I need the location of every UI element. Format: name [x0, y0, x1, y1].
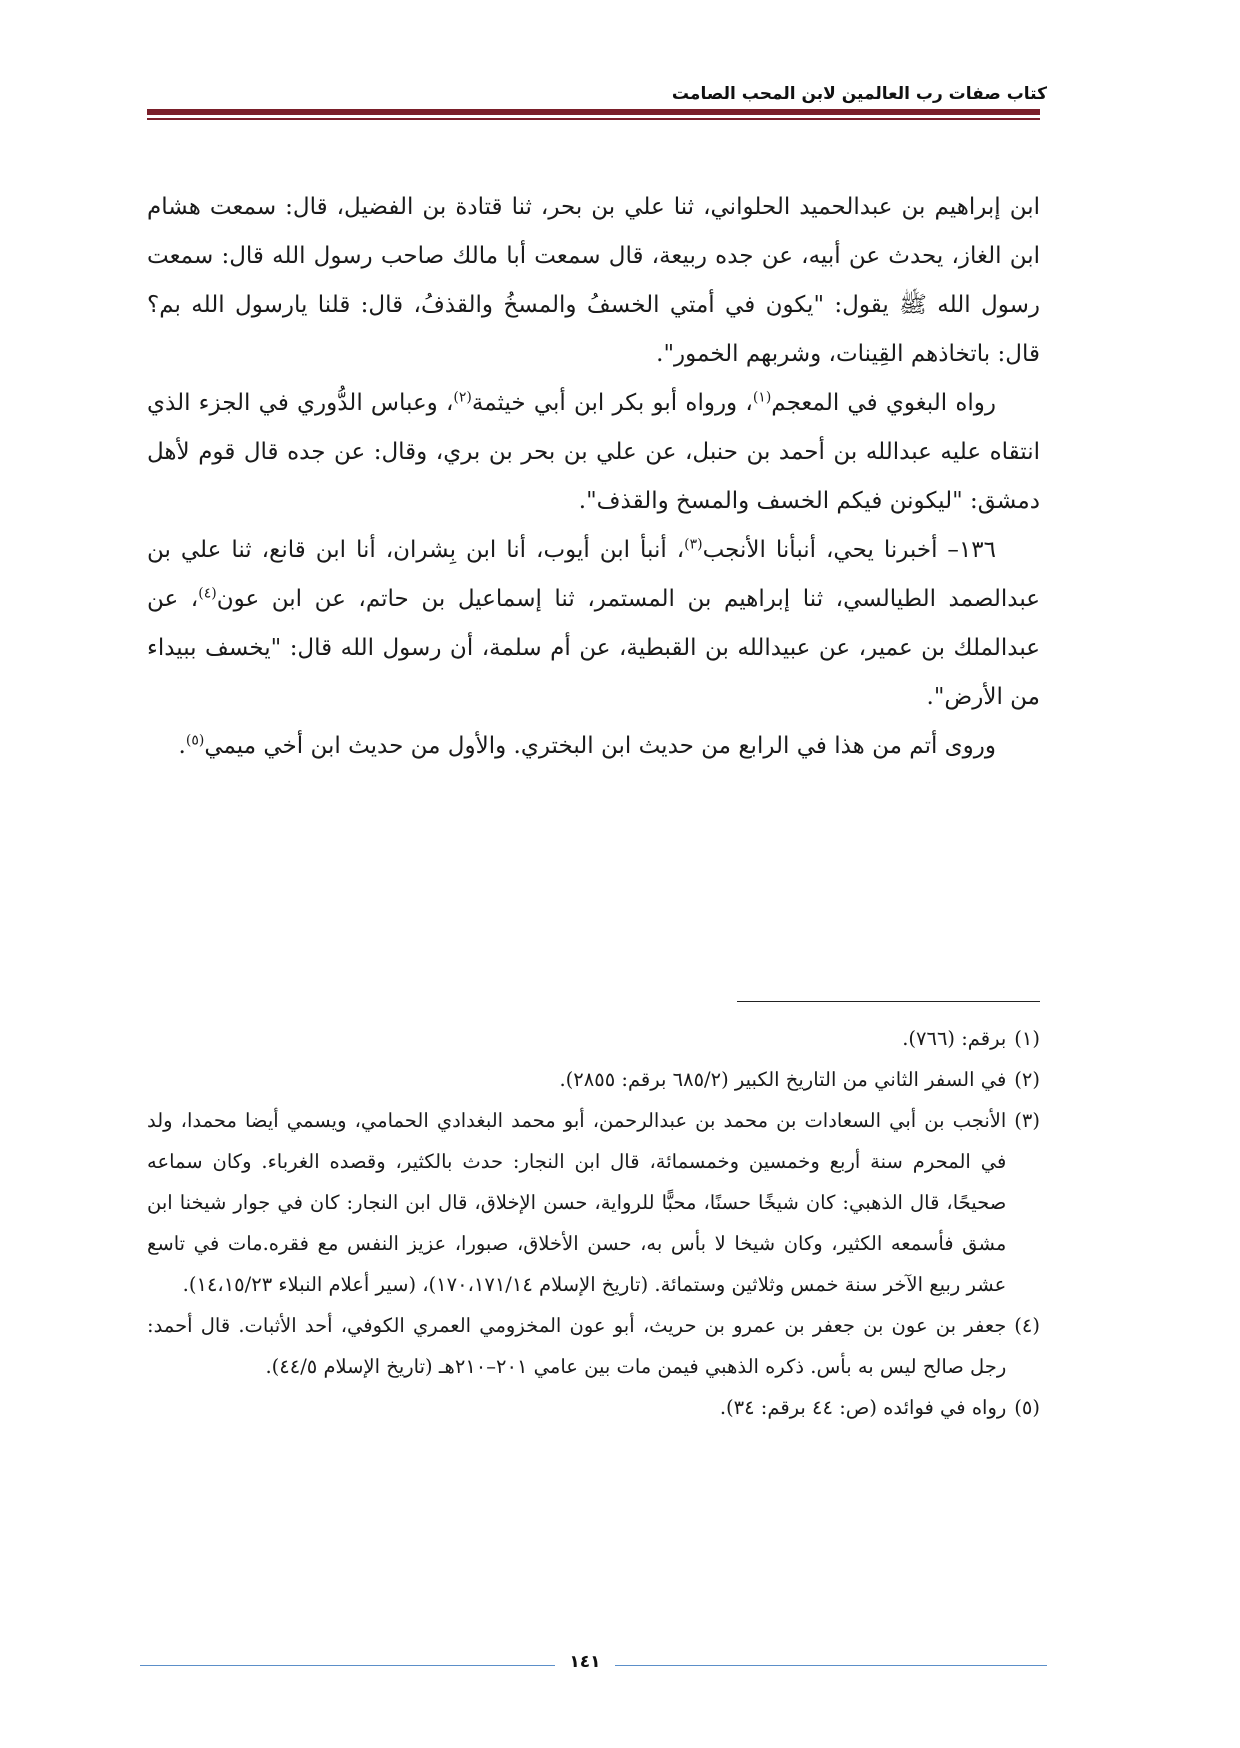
paragraph-4-part-b: .: [178, 733, 186, 759]
paragraph-2-part-c: ، وعباس الدُّوري في الجزء الذي انتقاه عليه عبدالله بن أحمد بن حنبل، عن علي بن بحر بن بري، وقال: عن جده قال قوم لأهل دمشق: "ليكونن فيكم الخسف والمسخ والقذف".: [147, 390, 1040, 514]
footnote-text: جعفر بن عون بن جعفر بن عمرو بن حريث، أبو عون المخزومي العمري الكوفي، أحد الأثبات. قال أحمد: رجل صالح ليس به بأس. ذكره الذهبي فيمن مات بين عامي ٢٠١–٢١٠هـ (تاريخ الإسلام ٤٤/٥).: [147, 1314, 1007, 1378]
footnote-text: الأنجب بن أبي السعادات بن محمد بن عبدالرحمن، أبو محمد البغدادي الحمامي، ويسمي أيضا محمدا، ولد في المحرم سنة أربع وخمسين وخمسمائة، قال ابن النجار: حدث بالكثير، وقصده الغرباء. وكان سماعه صحيحًا، قال الذهبي: كان شيخًا حسنًا، محبًّا للرواية، حسن الإخلاق، قال ابن النجار: كان في جوار شيخنا ابن مشق فأسمعه الكثير، وكان شيخا لا بأس به، حسن الأخلاق، صبورا، عزيز النفس مع فقره.مات في تاسع عشر ربيع الآخر سنة خمس وثلاثين وستمائة. (تاريخ الإسلام ١٧٠،١٧١/١٤)، (سير أعلام النبلاء ١٤،١٥/٢٣).: [147, 1109, 1007, 1296]
footnote-ref-3[interactable]: (٣): [684, 536, 703, 553]
footnote-separator: [737, 1001, 1040, 1002]
footer-rule-right: [615, 1665, 1047, 1666]
paragraph-4: [147, 722, 1040, 771]
footnote: [147, 1387, 1040, 1428]
footnote: [147, 1100, 1040, 1305]
paragraph-2-part-a: رواه البغوي في المعجم: [771, 390, 996, 416]
footnote-number: (٣): [1014, 1109, 1040, 1132]
footnote-text: رواه في فوائده (ص: ٤٤ برقم: ٣٤).: [719, 1396, 1007, 1419]
paragraph-2: [147, 379, 1040, 526]
paragraph-3: [147, 526, 1040, 722]
footnote-ref-1[interactable]: (١): [752, 389, 772, 406]
footnote: [147, 1059, 1040, 1100]
footnote: [147, 1018, 1040, 1059]
paragraph-3-part-c: ، عن عبدالملك بن عمير، عن عبيدالله بن القبطية، عن أم سلمة، أن رسول الله قال: "يخسف ببيداء من الأرض".: [147, 586, 1040, 710]
footnote-number: (١): [1014, 1027, 1040, 1050]
footnotes: [147, 1018, 1040, 1428]
footnote-text: في السفر الثاني من التاريخ الكبير (٦٨٥/٢ برقم: ٢٨٥٥).: [559, 1068, 1007, 1091]
footnote-number: (٤): [1014, 1314, 1040, 1337]
footnote-ref-4[interactable]: (٤): [198, 585, 217, 602]
paragraph-3-part-a: ١٣٦– أخبرنا يحي، أنبأنا الأنجب: [702, 537, 996, 563]
footnote-ref-2[interactable]: (٢): [453, 389, 472, 406]
footnote-number: (٥): [1014, 1396, 1040, 1419]
footnote: [147, 1305, 1040, 1387]
paragraph-3-part-b: ، أنبأ ابن أيوب، أنا ابن بِشران، أنا ابن قانع، ثنا علي بن عبدالصمد الطيالسي، ثنا إبراهيم بن المستمر، ثنا إسماعيل بن حاتم، عن ابن عون: [147, 537, 1041, 612]
footnote-number: (٢): [1014, 1068, 1040, 1091]
footnote-text: برقم: (٧٦٦).: [902, 1027, 1007, 1050]
running-header-title: كتاب صفات رب العالمين لابن المحب الصامت: [671, 84, 1047, 104]
footer-rule-left: [140, 1665, 555, 1666]
page-number: ١٤١: [569, 1652, 601, 1672]
paragraph-2-part-b: ، ورواه أبو بكر ابن أبي خيثمة: [471, 390, 753, 416]
paragraph-1: ابن إبراهيم بن عبدالحميد الحلواني، ثنا علي بن بحر، ثنا قتادة بن الفضيل، قال: سمعت هشام ابن الغاز، يحدث عن أبيه، عن جده ربيعة، قال سمعت أبا مالك صاحب رسول الله قال: سمعت رسول الله ﷺ يقول: "يكون في أمتي الخسفُ والمسخُ والقذفُ، قال: قلنا يارسول الله بم؟ قال: باتخاذهم القِينات، وشربهم الخمور".: [147, 194, 1040, 367]
paragraph-4-part-a: وروى أتم من هذا في الرابع من حديث ابن البختري. والأول من حديث ابن أخي ميمي: [204, 733, 996, 759]
footnote-ref-5[interactable]: (٥): [185, 732, 205, 749]
main-text: [147, 183, 1040, 771]
header-rule-thin: [147, 118, 1040, 120]
header-rule-thick: [147, 109, 1040, 115]
